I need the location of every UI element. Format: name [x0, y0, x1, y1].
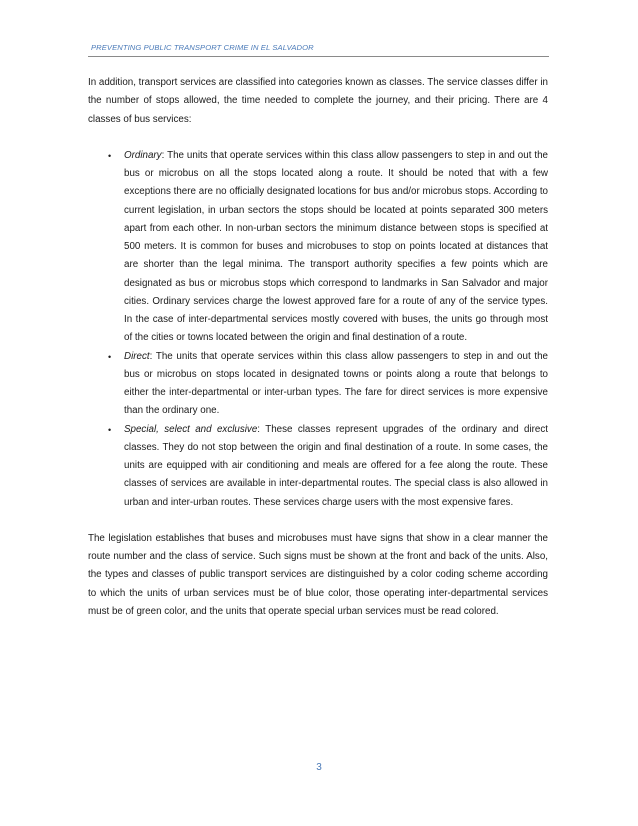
page-number: 3	[316, 762, 322, 773]
closing-paragraph: The legislation establishes that buses and microbuses must have signs that show in a clear manner the route number and the class of service. Such signs must be shown at the front and back of the units. Also, the types and classes of public transport services are distinguished by a color coding scheme according to which the units of urban services must be of blue color, those operating inter-departmental services must be of green color, and the units that operate special urban services must be read colored.	[88, 532, 548, 617]
class-description: : The units that operate services within this class allow passengers to step in and out the bus or microbus on all the stops located along a route. It should be noted that with a few exceptions there are no officially designated locations for bus and/or microbus stops. According to current legislation, in urban sectors the stops should be located at points separated 300 meters apart from each other. In non-urban sectors the minimum distance between stops is specified at 500 meters. It is common for buses and microbuses to stop on points located at distances that are shorter than the legal minima. The transport authority specifies a few points which are designated as bus or microbus stops which correspond to landmarks in San Salvador and major cities. Ordinary services charge the lowest approved fare for a route of any of the service types. In the case of inter-departmental services mostly covered with buses, the units go through most of the cities or towns located between the origin and final destination of a route.	[124, 149, 548, 344]
bullet-icon: •	[108, 150, 112, 161]
list-item-direct	[88, 348, 548, 421]
class-description: : These classes represent upgrades of the ordinary and direct classes. They do not stop between the origin and final destination of a route. In some cases, the units are equipped with air conditioning and meals are offered for a fee along the route. These classes of services are available in inter-departmental routes. The special class is also allowed in urban and inter-urban routes. These services charge users with the most expensive fares.	[124, 423, 549, 508]
list-item-special	[88, 421, 548, 512]
class-description: : The units that operate services within this class allow passengers to step in and out the bus or microbus on stops located in designated towns or points along a route that belongs to either the inter-departmental or inter-urban types. The fare for direct services is more expensive than the ordinary one.	[124, 350, 548, 417]
bullet-icon: •	[108, 424, 112, 435]
bullet-icon: •	[108, 351, 112, 362]
class-term: Direct	[124, 350, 150, 362]
intro-paragraph: In addition, transport services are classified into categories known as classes. The service classes differ in the number of stops allowed, the time needed to complete the journey, and their pricing. There are 4 classes of bus services:	[88, 77, 548, 125]
class-term: Ordinary	[124, 149, 162, 161]
running-header: PREVENTING PUBLIC TRANSPORT CRIME IN EL SALVADOR	[91, 43, 314, 52]
body-text	[88, 74, 548, 621]
service-classes-list	[88, 147, 548, 512]
header-divider	[88, 56, 549, 57]
list-item-ordinary	[88, 147, 548, 348]
class-term: Special, select and exclusive	[124, 423, 258, 435]
